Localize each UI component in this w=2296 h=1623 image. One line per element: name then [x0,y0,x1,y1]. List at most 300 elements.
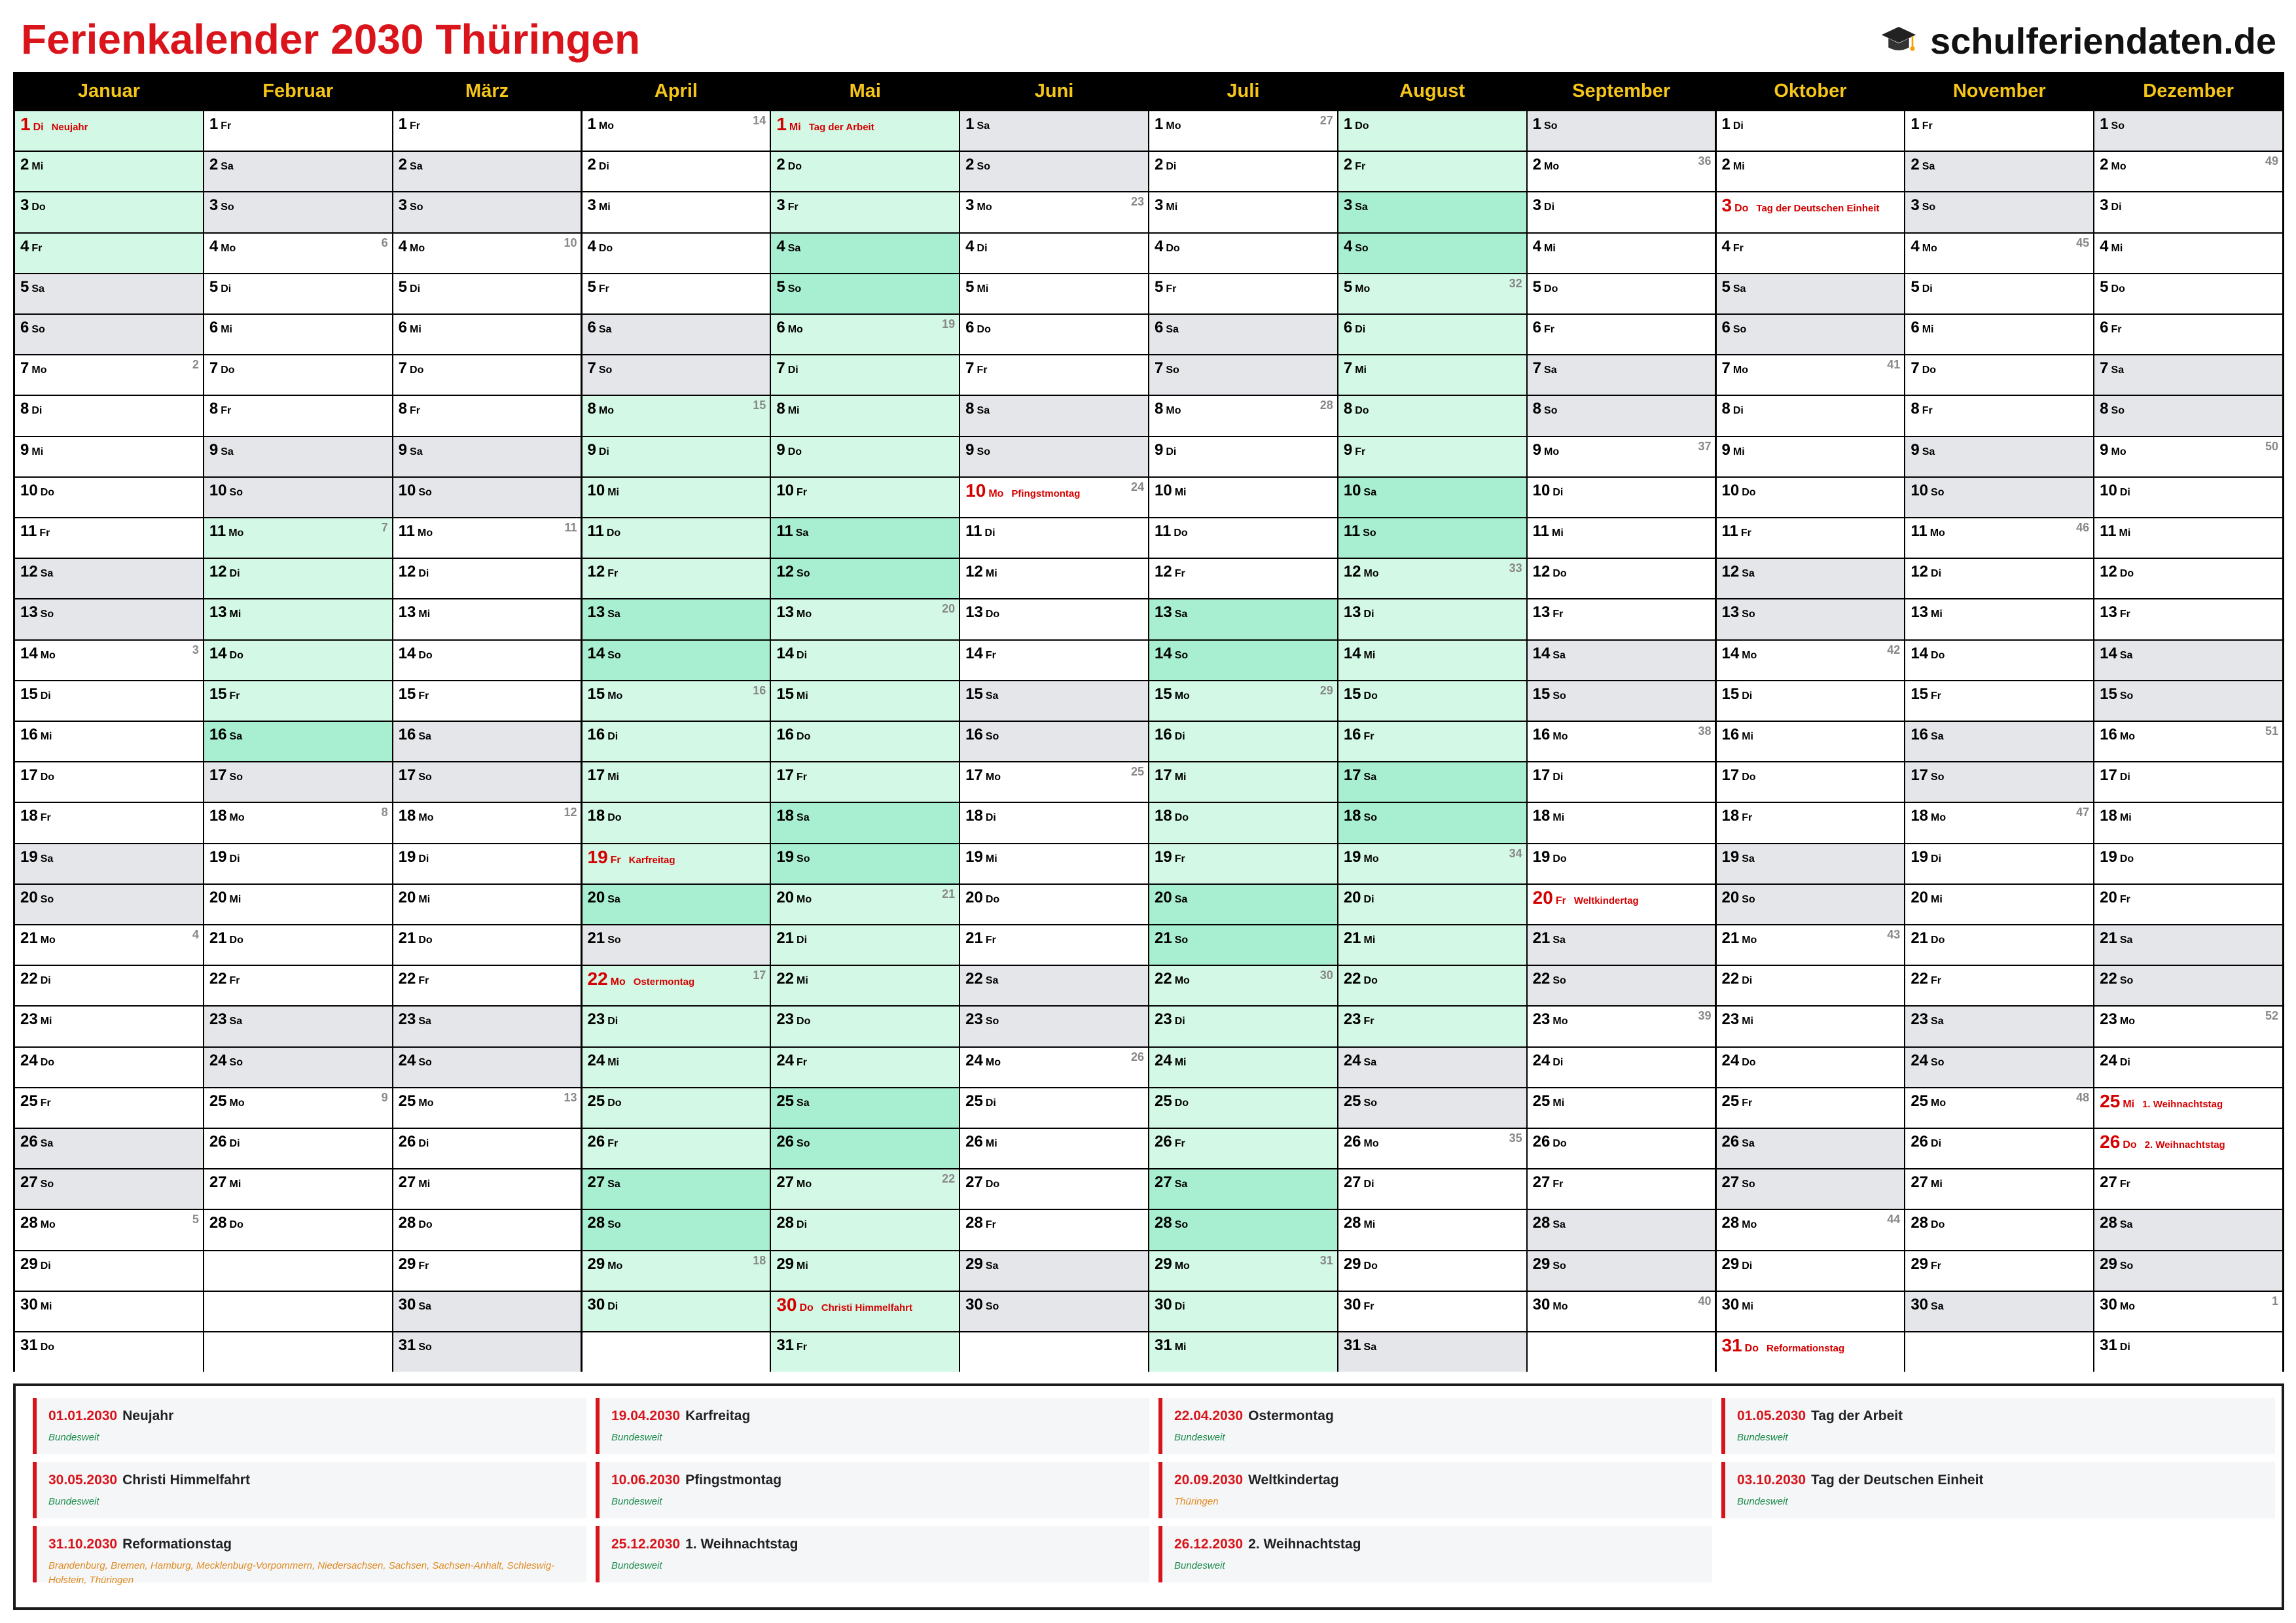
day-label [1344,925,1375,972]
weekday-abbr: Sa [1552,935,1566,946]
day-number: 5 [1721,277,1731,296]
day-label [965,559,997,605]
day-label [399,1292,431,1338]
day-number: 17 [965,766,983,785]
day-cell [2094,396,2282,435]
day-cell [393,437,581,476]
day-cell [1905,111,2093,151]
day-label [776,1169,812,1216]
day-label [1910,518,1945,565]
day-label [1155,599,1187,646]
day-cell [1338,885,1526,924]
day-number: 16 [398,726,416,743]
day-number: 6 [1721,319,1731,336]
day-cell [960,437,1148,476]
day-number: 3 [1155,196,1164,215]
day-cell [583,1007,770,1046]
day-label [965,762,1001,809]
day-label [1722,355,1748,402]
day-cell [15,152,203,191]
weekday-abbr: Do [1931,649,1945,661]
day-number: 14 [1155,644,1172,662]
calendar-grid [13,72,2284,1372]
day-cell [393,1292,581,1331]
weekday-abbr: Fr [40,1097,51,1109]
day-label [1533,1210,1566,1257]
day-cell [1149,722,1337,761]
weekday-abbr: Mi [418,1179,431,1190]
month-header: Mai [849,80,881,101]
day-cell [771,437,959,476]
weekday-abbr: Fr [229,690,240,702]
day-number: 25 [1532,1092,1551,1110]
day-number: 26 [398,1133,416,1150]
day-cell [1528,396,1715,435]
day-label [1155,1048,1186,1094]
day-cell [1717,803,1905,842]
weekday-abbr: Do [40,772,55,783]
day-label [2100,844,2134,891]
day-cell [1149,355,1337,395]
day-cell [1905,803,2093,842]
day-cell [393,1332,581,1372]
weekday-abbr: Sa [1742,568,1755,580]
weekday-abbr: Mo [1922,242,1937,254]
day-cell [1338,925,1526,965]
weekday-abbr: So [607,1219,621,1231]
day-cell [1528,559,1715,598]
day-cell [1717,234,1905,273]
day-label [2100,355,2124,402]
day-number: 18 [1155,807,1172,825]
weekday-abbr: Sa [410,446,423,457]
day-cell [1528,152,1715,191]
day-number: 7 [2100,359,2109,378]
weekday-abbr: Mo [977,202,992,213]
weekday-abbr: So [418,772,432,783]
day-cell [960,559,1148,598]
weekday-abbr: Sa [598,324,612,335]
day-label [1722,478,1756,524]
day-cell [1905,234,2093,273]
month-header: Juli [1227,80,1260,101]
empty-day-cell [204,1251,392,1291]
week-number: 12 [564,806,577,819]
day-cell [1528,1251,1715,1291]
day-cell [1528,1048,1715,1087]
brand-name: schulferiendaten.de [1929,20,2276,62]
day-number: 1 [2100,115,2109,133]
day-cell [960,966,1148,1005]
day-cell [393,1007,581,1046]
day-cell [393,396,581,435]
weekday-abbr: Mo [2119,1016,2135,1027]
day-number: 17 [1721,766,1740,785]
day-label [588,1292,619,1338]
day-number: 25 [1155,1092,1172,1110]
weekday-abbr: Mi [985,853,997,865]
day-label [1344,762,1376,809]
day-cell [1149,1292,1337,1331]
day-cell [1717,355,1905,395]
day-number: 4 [1532,237,1542,255]
day-number: 19 [587,846,608,867]
weekday-abbr: So [985,1016,999,1027]
day-cell [1528,111,1715,151]
day-number: 5 [398,277,408,296]
day-number: 2 [1910,156,1920,174]
day-number: 19 [965,847,983,866]
day-label [1722,803,1753,849]
day-label [1155,1007,1185,1053]
day-cell [960,111,1148,151]
day-number: 8 [1532,400,1542,418]
day-cell [771,1048,959,1087]
day-cell [1717,681,1905,721]
day-number: 27 [20,1173,38,1192]
weekday-abbr: Mo [410,242,425,254]
day-number: 28 [587,1214,605,1232]
day-cell [1905,355,2093,395]
legend-region: Bundesweit [48,1496,99,1507]
day-number: 15 [20,685,38,703]
brand[interactable] [1880,13,2276,68]
day-number: 23 [776,1010,795,1029]
day-number: 29 [587,1255,605,1273]
day-cell [1338,762,1526,802]
day-label [20,1251,51,1298]
day-cell [583,1210,770,1249]
week-number: 37 [1698,439,1712,453]
day-label [776,1210,807,1257]
week-number: 3 [192,643,199,656]
day-label [399,396,420,442]
day-cell [1528,1169,1715,1209]
day-label [1533,437,1559,484]
week-number: 33 [1509,562,1522,575]
day-label [588,274,609,321]
day-label [20,478,54,524]
legend-region: Bundesweit [1174,1432,1225,1443]
weekday-abbr: Do [418,649,433,661]
day-cell [393,885,581,924]
day-cell [1905,152,2093,191]
weekday-abbr: Mo [985,772,1001,783]
legend-item [1158,1462,1712,1518]
day-cell [1528,1007,1715,1046]
day-number: 21 [209,929,227,947]
weekday-abbr: Do [229,1219,243,1231]
day-label [1910,681,1941,728]
day-number: 6 [587,319,596,336]
day-cell [1149,762,1337,802]
weekday-abbr: Fr [1740,527,1751,539]
day-label [20,192,46,239]
day-label [1910,111,1932,158]
day-cell [583,803,770,842]
day-number: 13 [1343,603,1361,622]
day-label [1155,315,1179,361]
week-number: 15 [753,399,766,412]
weekday-abbr: Mi [797,1260,808,1272]
day-number: 23 [965,1010,983,1029]
legend-item [1721,1398,2275,1454]
day-label [1722,641,1757,687]
weekday-abbr: Sa [1174,609,1188,620]
day-number: 22 [398,970,416,988]
day-label [209,762,243,809]
weekday-abbr: Mo [1742,1219,1757,1231]
day-number: 21 [587,929,605,947]
week-number: 19 [942,317,956,330]
weekday-abbr: Mi [797,975,808,987]
weekday-abbr: Sa [418,1300,431,1312]
weekday-abbr: Di [985,1097,996,1109]
day-label [965,844,997,891]
weekday-abbr: Mi [789,122,801,133]
day-number: 16 [20,726,38,743]
day-cell [583,152,770,191]
day-label [2100,1332,2130,1379]
weekday-abbr: Fr [410,120,421,132]
day-cell [15,234,203,273]
weekday-abbr: So [1931,772,1945,783]
day-cell [393,192,581,232]
day-number: 8 [965,400,975,418]
day-label [399,681,429,728]
day-label [1155,274,1176,321]
weekday-abbr: Mi [1174,772,1187,783]
day-number: 12 [1343,563,1361,581]
weekday-abbr: Mi [1922,324,1934,335]
weekday-abbr: Sa [2119,935,2133,946]
day-label [1910,1251,1941,1298]
weekday-abbr: Mi [40,1016,52,1027]
day-label [588,722,619,768]
weekday-abbr: Mo [229,1097,245,1109]
day-number: 28 [1721,1214,1740,1232]
weekday-abbr: Di [229,1138,240,1149]
day-number: 17 [587,766,605,785]
legend-line [1174,1472,1339,1488]
day-cell [1528,192,1715,232]
weekday-abbr: So [2119,975,2134,987]
day-label [1155,111,1181,158]
day-cell [1905,1292,2093,1331]
weekday-abbr: Do [1355,120,1369,132]
day-cell [1717,722,1905,761]
day-number: 13 [1910,603,1929,622]
day-label [2100,1251,2133,1298]
day-number: 12 [398,563,416,581]
day-label [1344,599,1374,646]
day-label [1910,1210,1945,1257]
day-number: 19 [1343,847,1361,866]
day-cell [2094,844,2282,883]
day-cell [1149,1332,1337,1372]
day-cell [15,1332,203,1372]
weekday-abbr: Fr [39,527,50,539]
month-header: April [654,80,698,101]
weekday-abbr: So [1552,1260,1566,1272]
day-cell [1338,111,1526,151]
day-label [399,844,429,891]
day-cell [583,641,770,680]
weekday-abbr: Di [1742,1260,1753,1272]
day-label [20,1088,51,1135]
weekday-abbr: Do [1174,1097,1189,1109]
day-number: 8 [398,400,408,418]
day-label [776,234,800,280]
day-cell [2094,681,2282,721]
day-cell [771,315,959,354]
day-number: 3 [209,196,219,215]
weekday-abbr: Fr [418,975,429,987]
legend-line [611,1537,798,1552]
day-number: 10 [587,481,605,499]
day-cell [1149,1129,1337,1168]
day-cell [1338,681,1526,721]
week-number: 35 [1509,1132,1522,1145]
weekday-abbr: Sa [418,731,431,742]
weekday-abbr: Mo [1742,935,1757,946]
day-cell [393,1048,581,1087]
day-label [399,559,429,605]
day-number: 16 [1532,726,1551,743]
day-number: 26 [776,1133,795,1150]
day-cell [204,518,392,558]
day-number: 24 [1343,1051,1361,1069]
week-number: 50 [2265,439,2278,453]
day-label [588,396,614,442]
day-cell [1149,1088,1337,1128]
day-label [776,1007,810,1053]
day-label [965,925,996,972]
legend-name: 2. Weihnachtstag [1248,1537,1361,1552]
day-number: 8 [587,400,596,418]
day-cell [1717,396,1905,435]
holiday-name: Karfreitag [628,854,675,866]
day-cell [1528,478,1715,517]
day-label [1155,681,1190,728]
week-number: 49 [2265,154,2278,168]
day-number: 10 [776,481,795,499]
day-cell [1717,762,1905,802]
weekday-abbr: Di [40,975,51,987]
day-number: 8 [776,400,785,418]
day-cell [393,1169,581,1209]
day-label [1344,152,1365,198]
day-label [209,355,235,402]
day-label [776,641,807,687]
weekday-abbr: Mo [1166,405,1181,417]
day-cell [1149,518,1337,558]
day-cell [204,559,392,598]
day-label [1344,722,1374,768]
month-header: März [465,80,509,101]
day-cell [1905,274,2093,313]
day-label [1344,518,1376,565]
day-number: 2 [398,156,408,174]
weekday-abbr: Di [1931,1138,1942,1149]
day-label [588,1048,619,1094]
weekday-abbr: Mo [598,120,614,132]
day-label [1155,762,1186,809]
day-cell [1338,192,1526,232]
day-number: 26 [965,1133,983,1150]
weekday-abbr: Fr [1363,1016,1374,1027]
weekday-abbr: So [797,853,810,865]
day-label [1533,1251,1566,1298]
day-label [1910,599,1942,646]
day-cell [393,234,581,273]
day-label [588,641,621,687]
weekday-abbr: Di [1166,161,1177,173]
day-label [209,966,240,1012]
weekday-abbr: So [1742,609,1755,620]
day-label [776,599,812,646]
day-number: 7 [587,359,596,378]
holiday-name: Weltkindertag [1573,895,1639,906]
day-cell [1338,355,1526,395]
day-cell [204,1007,392,1046]
day-cell [1905,192,2093,232]
weekday-abbr: Sa [1363,1056,1377,1068]
day-label [965,1048,1001,1094]
day-cell [15,315,203,354]
legend-name: Ostermontag [1248,1408,1334,1423]
day-cell [1905,478,2093,517]
day-label [1533,518,1564,565]
weekday-abbr: Sa [1922,161,1935,173]
day-number: 26 [20,1133,38,1150]
day-label [20,681,51,728]
weekday-abbr: Di [1552,772,1564,783]
day-cell [583,234,770,273]
day-number: 21 [1910,929,1929,947]
weekday-abbr: Sa [795,527,809,539]
day-label [1722,1292,1753,1338]
weekday-abbr: Sa [1931,1300,1944,1312]
weekday-abbr: Di [1363,893,1374,905]
legend-name: Karfreitag [685,1408,751,1423]
empty-day-cell [1905,1332,2093,1372]
day-cell [583,762,770,802]
weekday-abbr: Do [1552,853,1567,865]
day-cell [960,234,1148,273]
day-label [1344,641,1375,687]
weekday-abbr: Mi [607,772,619,783]
day-cell [204,599,392,639]
legend-region: Bundesweit [611,1560,662,1571]
weekday-abbr: So [1544,120,1558,132]
day-label [588,234,613,280]
weekday-abbr: Fr [1174,568,1185,580]
legend-date: 22.04.2030 [1174,1408,1244,1423]
day-label [1344,1169,1374,1216]
day-number: 24 [20,1051,38,1069]
weekday-abbr: Di [1931,568,1942,580]
day-number: 14 [776,644,795,662]
weekday-abbr: Sa [1742,853,1755,865]
day-number: 26 [1343,1133,1361,1150]
weekday-abbr: Mi [797,690,808,702]
legend-date: 20.09.2030 [1174,1472,1244,1488]
weekday-abbr: Do [1744,1343,1759,1354]
day-number: 21 [965,929,983,947]
day-number: 4 [1910,237,1920,255]
day-number: 6 [1910,319,1920,336]
